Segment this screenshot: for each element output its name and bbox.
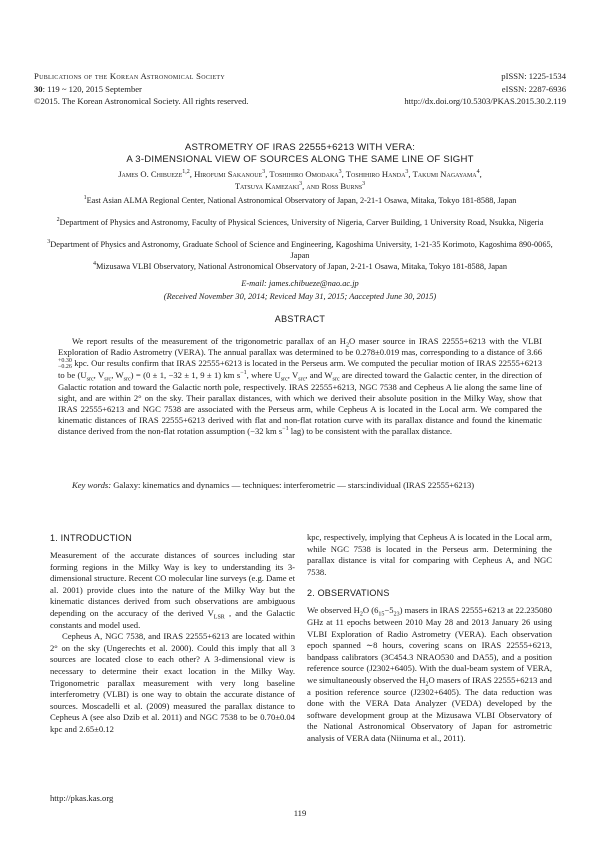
affiliation-text: Mizusawa VLBI Observatory, National Astronomical Observatory of Japan, 2-21-1 Osawa, Mitaka, Tokyo 181-8588, Japan	[95, 262, 508, 271]
paragraph-part: We observed H	[307, 605, 360, 616]
affiliation-num: 4	[92, 261, 96, 268]
author: James O. Chibueze	[118, 169, 183, 179]
abstract-part: O maser source in IRAS 22555+6213 with the VLBI Exploration of Radio Astrometry (VERA). The annual parallax was determined to be 0.278±0.019 mas, corresponding to a distance of 3.66	[58, 336, 543, 358]
affiliation-1	[40, 196, 560, 207]
volume-info	[34, 83, 248, 96]
intro-paragraph-2: Cepheus A, NGC 7538, and IRAS 22555+6213 are located within 2° on the sky (Ungerechts et al. 2000). Could this imply that all 3 sources are located close to each other? A 3-dimensional view is necessary to determine their exact location in the Milky Way. Trigonometric parallax measurement with very long baseline interferometry (VLBI) is one way to obtain the accurate distance of sources. Moscadelli et al. (2009) measured the parallax distance to Cepheus A (see also Dzib et al. 2011) and NGC 7538 to be 0.70±0.04 kpc and 2.65±0.12	[50, 631, 295, 734]
subscript: src	[104, 377, 112, 384]
doi-link[interactable]: http://dx.doi.org/10.5303/PKAS.2015.30.2.119	[404, 96, 566, 106]
abstract-part: are directed toward the Galactic center, in the direction of Galactic rotation and toward the Galactic north pole, respectively. IRAS 22555+6213, NGC 7538 and Cepheus A lie along the same line of sight, and are within 2° on the sky. Their parallax distances, with which we derived their absolute position in the Milky Way, show that IRAS 22555+6213 and NGC 7538 are associated with the Perseus arm, while Cepheus A is located in the Local arm. We compared the kinematic distances of IRAS 22555+6213 derived with flat and non-flat rotation curve with its parallax distance and found the kinematic distance derived from the non-flat rotation assumption (−32 km s	[58, 370, 543, 437]
right-column	[307, 532, 552, 745]
affiliation-num: 1	[83, 195, 87, 202]
author: Hirofumi Sakanoue	[194, 169, 263, 179]
abstract-part: , W	[111, 370, 124, 381]
keywords-label: Key words:	[72, 480, 112, 490]
paragraph-part: −5	[384, 605, 394, 616]
distance-error	[58, 358, 72, 370]
subscript: 23	[393, 612, 400, 619]
intro-paragraph-1	[50, 550, 295, 631]
received-dates: (Received November 30, 2014; Reviced May 31, 2015; Aaccepted June 30, 2015)	[163, 292, 437, 301]
subscript: src	[123, 377, 131, 384]
eissn: eISSN: 2287-6936	[501, 83, 566, 94]
subscript: 2	[345, 342, 349, 349]
abstract-heading: ABSTRACT	[274, 314, 326, 324]
author: Ross Burns	[321, 180, 363, 191]
affiliation-text: Department of Physics and Astronomy, Faculty of Physical Sciences, University of Nigeria, Carver Building, 1 University Road, Nsukka, Nigeria	[59, 218, 544, 227]
author: Takumi Nagayama	[412, 169, 477, 179]
abstract-part: , where U	[246, 370, 281, 381]
pissn: pISSN: 1225-1534	[501, 71, 566, 81]
title-line-2: A 3-DIMENSIONAL VIEW OF SOURCES ALONG THE SAME LINE OF SIGHT	[126, 154, 474, 165]
abstract-part: , V	[287, 370, 299, 381]
author: Toshihiro Omodaka	[269, 169, 339, 179]
footer-url[interactable]: http://pkas.kas.org	[50, 793, 114, 803]
email[interactable]: E-mail: james.chibueze@nao.ac.jp	[241, 279, 359, 288]
title-line-1: ASTROMETRY OF IRAS 22555+6213 WITH VERA:	[184, 142, 416, 153]
affiliation-3	[40, 240, 560, 261]
keywords	[58, 480, 542, 491]
running-header-left	[34, 70, 248, 108]
superscript: +0.30	[58, 358, 72, 365]
paragraph-part: O masers of IRAS 22555+6213 and a position reference source (J2302+6405). The data reduction was done with the VERA Data Analyzer (VEDA) developed by the software development group at the Mizusawa VLBI Observatory of the National Astronomical Observatory of Japan for astrometric analysis of VERA data (Niinuma et al., 2011).	[307, 674, 552, 743]
volume-number: 30	[34, 83, 43, 94]
journal-name: Publications of the Korean Astronomical Society	[34, 71, 226, 81]
subscript: 15	[378, 612, 385, 619]
subscript: src	[298, 377, 306, 384]
superscript: −1	[240, 370, 247, 377]
abstract-part: We report results of the measurement of the trigonometric parallax of an H	[72, 336, 346, 346]
abstract-text	[58, 336, 542, 438]
author-sup: 3	[362, 180, 366, 187]
subscript: −0.26	[58, 364, 72, 371]
paragraph-part: ) masers in IRAS 22555+6213 at 22.235080 GHz at 11 epochs between 2010 May 28 and 2013 January 26 using VLBI Exploration of Radio Astrometry (VERA). Each observation epoch spanned ∼8 hours, covering scans on IRAS 22555+6213, bandpass calibrators (3C454.3 NRAO530 and DA55), and a position reference source (J2302+6405). With the dual-beam system of VERA, we simultaneously observed the H	[307, 605, 552, 685]
author-sup: 3	[262, 169, 266, 176]
affiliation-text: Department of Physics and Astronomy, Graduate School of Science and Engineering, Kagoshima University, 1-21-35 Korimoto, Kagoshima 890-0065, Japan	[50, 240, 553, 260]
section-heading-observations: 2. OBSERVATIONS	[307, 588, 390, 599]
affiliation-2	[40, 218, 560, 229]
affiliation-num: 3	[47, 239, 51, 246]
subscript: src	[332, 377, 340, 384]
keywords-text: Galaxy: kinematics and dynamics — techniques: interferometric — stars:individual (IRAS 22555+6213)	[111, 480, 475, 490]
author: Tatsuya Kamezaki	[234, 180, 300, 191]
subscript: 2	[359, 612, 363, 619]
left-column	[50, 533, 295, 736]
author-sup: 1,2	[182, 169, 190, 176]
section-heading-introduction: 1. INTRODUCTION	[50, 533, 133, 543]
author-sup: 3	[338, 169, 342, 176]
abstract-part: lag) to be consistent with the parallax distance.	[288, 426, 453, 437]
observations-paragraph-1	[307, 605, 552, 744]
paragraph-part: , and the Galactic constants and model used.	[50, 607, 296, 630]
abstract-part: , V	[93, 370, 105, 381]
page-number: 119	[293, 808, 307, 818]
subscript: 2	[425, 681, 429, 688]
paragraph-part: Measurement of the accurate distances of sources including star forming regions in the Milky Way is key to understanding its 3-dimensional structure. Recent CO molecular line surveys (e.g. Dame et al. 2001) provide clues into the nature of the Milky Way but the kinematic distances derived from such observations are ambiguous depending on the accuracy of the derived V	[50, 550, 295, 618]
paragraph-part: O (6	[362, 605, 379, 616]
volume-pages: : 119 ~ 120, 2015 September	[42, 83, 142, 94]
affiliation-text: East Asian ALMA Regional Center, National Astronomical Observatory of Japan, 2-21-1 Osawa, Mitaka, Tokyo 181-8588, Japan	[86, 196, 517, 205]
subscript: LSR	[213, 614, 225, 621]
subscript: src	[86, 377, 94, 384]
author-list: James O. Chibueze$^{1,2}$, Hirofumi Sakanoue$^3$, Toshihiro Omodaka$^3$, Toshihiro Handa$^3$, Takumi Nagayama$^4$, Tatsuya Kamezaki$^3$, and Ross Burns$^3$	[118, 169, 482, 191]
intro-paragraph-continued: kpc, respectively, implying that Cepheus A is located in the Local arm, while NGC 7538 is located in the Perseus arm. Determining the parallax distance is vital for comparing with Cepheus A, and NGC 7538.	[307, 532, 552, 577]
author-sup: 3	[405, 169, 409, 176]
author-conjunction: , and	[302, 180, 322, 191]
author-sup: 3	[299, 180, 303, 187]
affiliation-num: 2	[56, 217, 60, 224]
author-sup: 4	[476, 169, 480, 176]
author: Toshihiro Handa	[345, 169, 406, 179]
copyright: ©2015. The Korean Astronomical Society. All rights reserved.	[34, 96, 249, 106]
superscript: −1	[282, 426, 289, 433]
abstract-part: ) = (0 ± 1, −32 ± 1, 9 ± 1) km s	[130, 370, 241, 381]
running-header-right	[404, 70, 566, 108]
affiliation-4	[40, 262, 560, 273]
paper-title	[40, 142, 560, 166]
abstract-part: kpc. Our results confirm that IRAS 22555+6213 is located in the Perseus arm. We computed the peculiar motion of IRAS 22555+6213 to be (U	[58, 358, 542, 381]
abstract-part: , and W	[305, 370, 333, 381]
subscript: src	[280, 377, 288, 384]
